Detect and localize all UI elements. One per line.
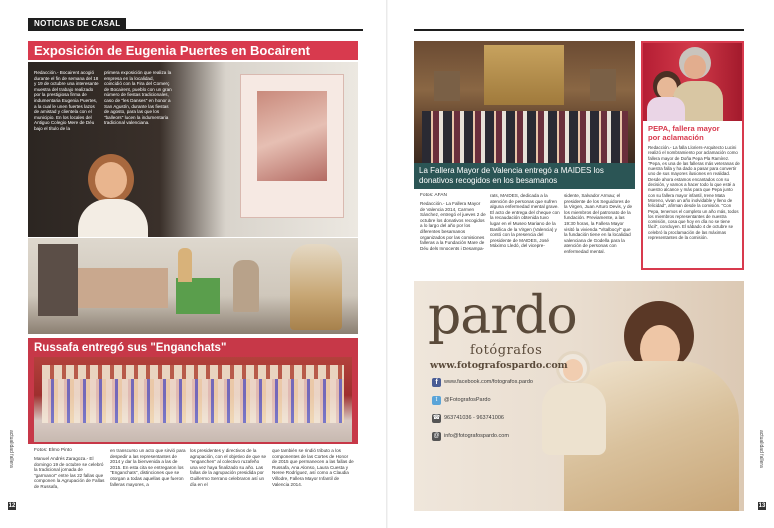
mannequin-small — [178, 248, 192, 282]
mannequin-dress — [233, 260, 259, 312]
section-rule — [28, 29, 363, 31]
email-icon: @ — [433, 433, 440, 439]
article3-credit: Fotos: AFAN — [420, 193, 447, 198]
left-page-number: 12 — [8, 503, 16, 509]
twitter-icon[interactable]: t — [432, 396, 441, 405]
woman-face — [95, 162, 127, 198]
pepa-face — [684, 55, 706, 79]
pepa-photo — [643, 43, 742, 121]
article2-col2: en transcurso un acto que sirvió para despedir a las representantes de 2014 y dar la bienvenida a las de 2015. En esta cita se entregaron los "Enganchats", distinciones que se otorgan a todas aquellas que fueron falleras mayores, a — [110, 448, 186, 487]
side-painting-left — [434, 71, 460, 101]
article4-body: Redacción.- La falla Lloriers-Arquitecto Lucini realizó el nombramiento por aclamación como fallera mayor de Doña Pepa Pla Ramírez. "Pepa, es una de las falleras más veteranas de nuestra falla y ha dado a pasar para convertir uno de sus mayores ilusiones en realidad. Desde ahora estamos encantados con su decisión, y vamos a hacer todo lo que esté a nuestro alcance y más para que Pepa junto con su fallera mayor infantil, Irene Mata Moreno, vivan un año inolvidable y lleno de felicidad", afirman desde la comisión. "Con Pepa, tenemos el completo un año más, todos los miembros representantes de nuestra comisión, cosa que hoy en día no se tiene fácil", concluyen. El sábado 4 de octubre se celebró la proclamación de las máximas representantes de la comisión. — [648, 145, 740, 241]
pardo-facebook[interactable]: www.facebook.com/fotografos.pardo — [444, 379, 533, 385]
museum-photo — [414, 41, 635, 163]
article3-col2: rats, MAIDES, dedicada a la atención de personas que sufren alguna enfermedad mental grave. El acto de entrega del cheque con la recaudación obtenida tuvo lugar en el Museo Mariano de la Basílica de la Virgen (Valencia) y contó con la presencia del presidente de MAIDES, José Máximo Lledó, del vicepre- — [490, 193, 560, 249]
woman-dress — [78, 199, 148, 237]
group-back-row — [42, 365, 344, 379]
article2-credit: Fotos: Elmo Pinto — [34, 448, 72, 453]
article1-col2: primera exposición que realiza la empresa en la localidad, coincidió con la Fira del Comerç de Bocairent, pueblo con un gran número de fiestas tradicionales, caso de "les Danses" en honor a San Agustín, durante las fiestas de agosto, para las que los "balleors" lucen la indumentaria tradicional valenciana. — [104, 70, 172, 126]
article3-title: La Fallera Mayor de Valencia entregó a MAIDES los donativos recogidos en los besamanos — [414, 163, 635, 189]
green-table — [176, 278, 220, 314]
article2-title: Russafa entregó sus "Enganchats" — [34, 342, 227, 354]
phone-icon: ☎ — [432, 415, 441, 421]
pardo-email[interactable]: info@fotografospardo.com — [444, 433, 509, 439]
group-photo — [34, 357, 352, 442]
mannequin-fallera — [290, 244, 342, 330]
baby-dress — [542, 383, 606, 455]
article3-col1: Redacción.- La Fallera Mayor de Valencia 2014, Carmen Sánchez, entregó el jueves 2 de octubre los donativos recogidos a lo largo del año por los diferentes besamanos organizados por las comisiones falleras a la Fundación Mare de Déu dels Innocents i Desampa- — [420, 201, 486, 251]
poster-illustration — [257, 91, 327, 181]
display-cabinet — [38, 244, 78, 316]
article3-col3: sidente, Salvador Armau; el presidente de los Seguidores de la Virgen, Juan Arturo Devis, y de los miembros del patronato de la fundación. Previamente, a las 19:30 horas, la Fallera Mayor visitó la vivienda "Vitalbocyl" que la fundación tiene en la localidad valenciana de Godella para la atención de personas con enfermedad mental. — [564, 193, 633, 254]
article1-col1: Redacción.- Bocairent acogió durante el fin de semana del 18 y 19 de octubre una interesante muestra del trabajo realizado por la prestigiosa firma de indumentaria Eugenia Puertes, a la cual le unen fuertes lazos de amistad y clientela con el municipio. En los locales del Antiguo Colegio Mere de Déu bajo el título de la — [34, 70, 99, 131]
fabric-display — [78, 268, 168, 308]
exhibition-poster — [240, 74, 344, 218]
right-spine-text: actualidad fallera — [758, 430, 764, 468]
pardo-phone[interactable]: 963741036 - 963741006 — [444, 415, 504, 421]
article2-col3: los presidentes y directivos de la agrupación, con el objetivo de que se "enganchen" al colectivo ruzafeño una vez haya finalizado su año. Las fallas de la agrupación presidida por Guillermo Serrano celebraron así un día en el — [190, 448, 267, 487]
article4-title-line2: por aclamación — [648, 133, 704, 142]
left-spine-text: actualidad fallera — [8, 430, 14, 468]
page-gutter — [386, 0, 388, 528]
virgin-painting — [484, 45, 564, 105]
pardo-logo: pardo — [428, 286, 577, 346]
article1-title: Exposición de Eugenia Puertes en Bocairent — [28, 41, 358, 60]
exhibition-room-photo — [28, 238, 358, 334]
article2-col4: que también se rindió tributo a los componentes de las Cortes de Honor de 2015 que permanecen a las fallas de Russafa, Ana Alonso, Laura Cuesta y Neree Rodríguez, así como a Claudia Villodre, Fallera Mayor Infantil de Valencia 2014. — [272, 448, 354, 487]
article2-col1: Manuel Andrés Zaragoza.- El domingo 19 de octubre se celebró la tradicional jornada de "garmanor" entre las 22 fallas que componen la Agrupación de Fallas de Russafa, — [34, 456, 105, 489]
girl-dress — [647, 97, 685, 121]
side-painting-right — [590, 69, 616, 101]
article4-title-line1: PEPA, fallera mayor — [648, 124, 720, 133]
group-of-people — [422, 111, 628, 163]
right-section-rule — [414, 29, 744, 31]
pardo-website[interactable]: www.fotografospardo.com — [430, 360, 568, 371]
facebook-icon[interactable]: f — [432, 378, 441, 387]
right-page-number: 13 — [758, 503, 766, 509]
pardo-subtitle: fotógrafos — [470, 343, 543, 358]
group-people — [42, 377, 344, 423]
section-tag: NOTICIAS DE CASAL — [28, 18, 126, 30]
pardo-twitter[interactable]: @FotografosPardo — [444, 397, 491, 403]
